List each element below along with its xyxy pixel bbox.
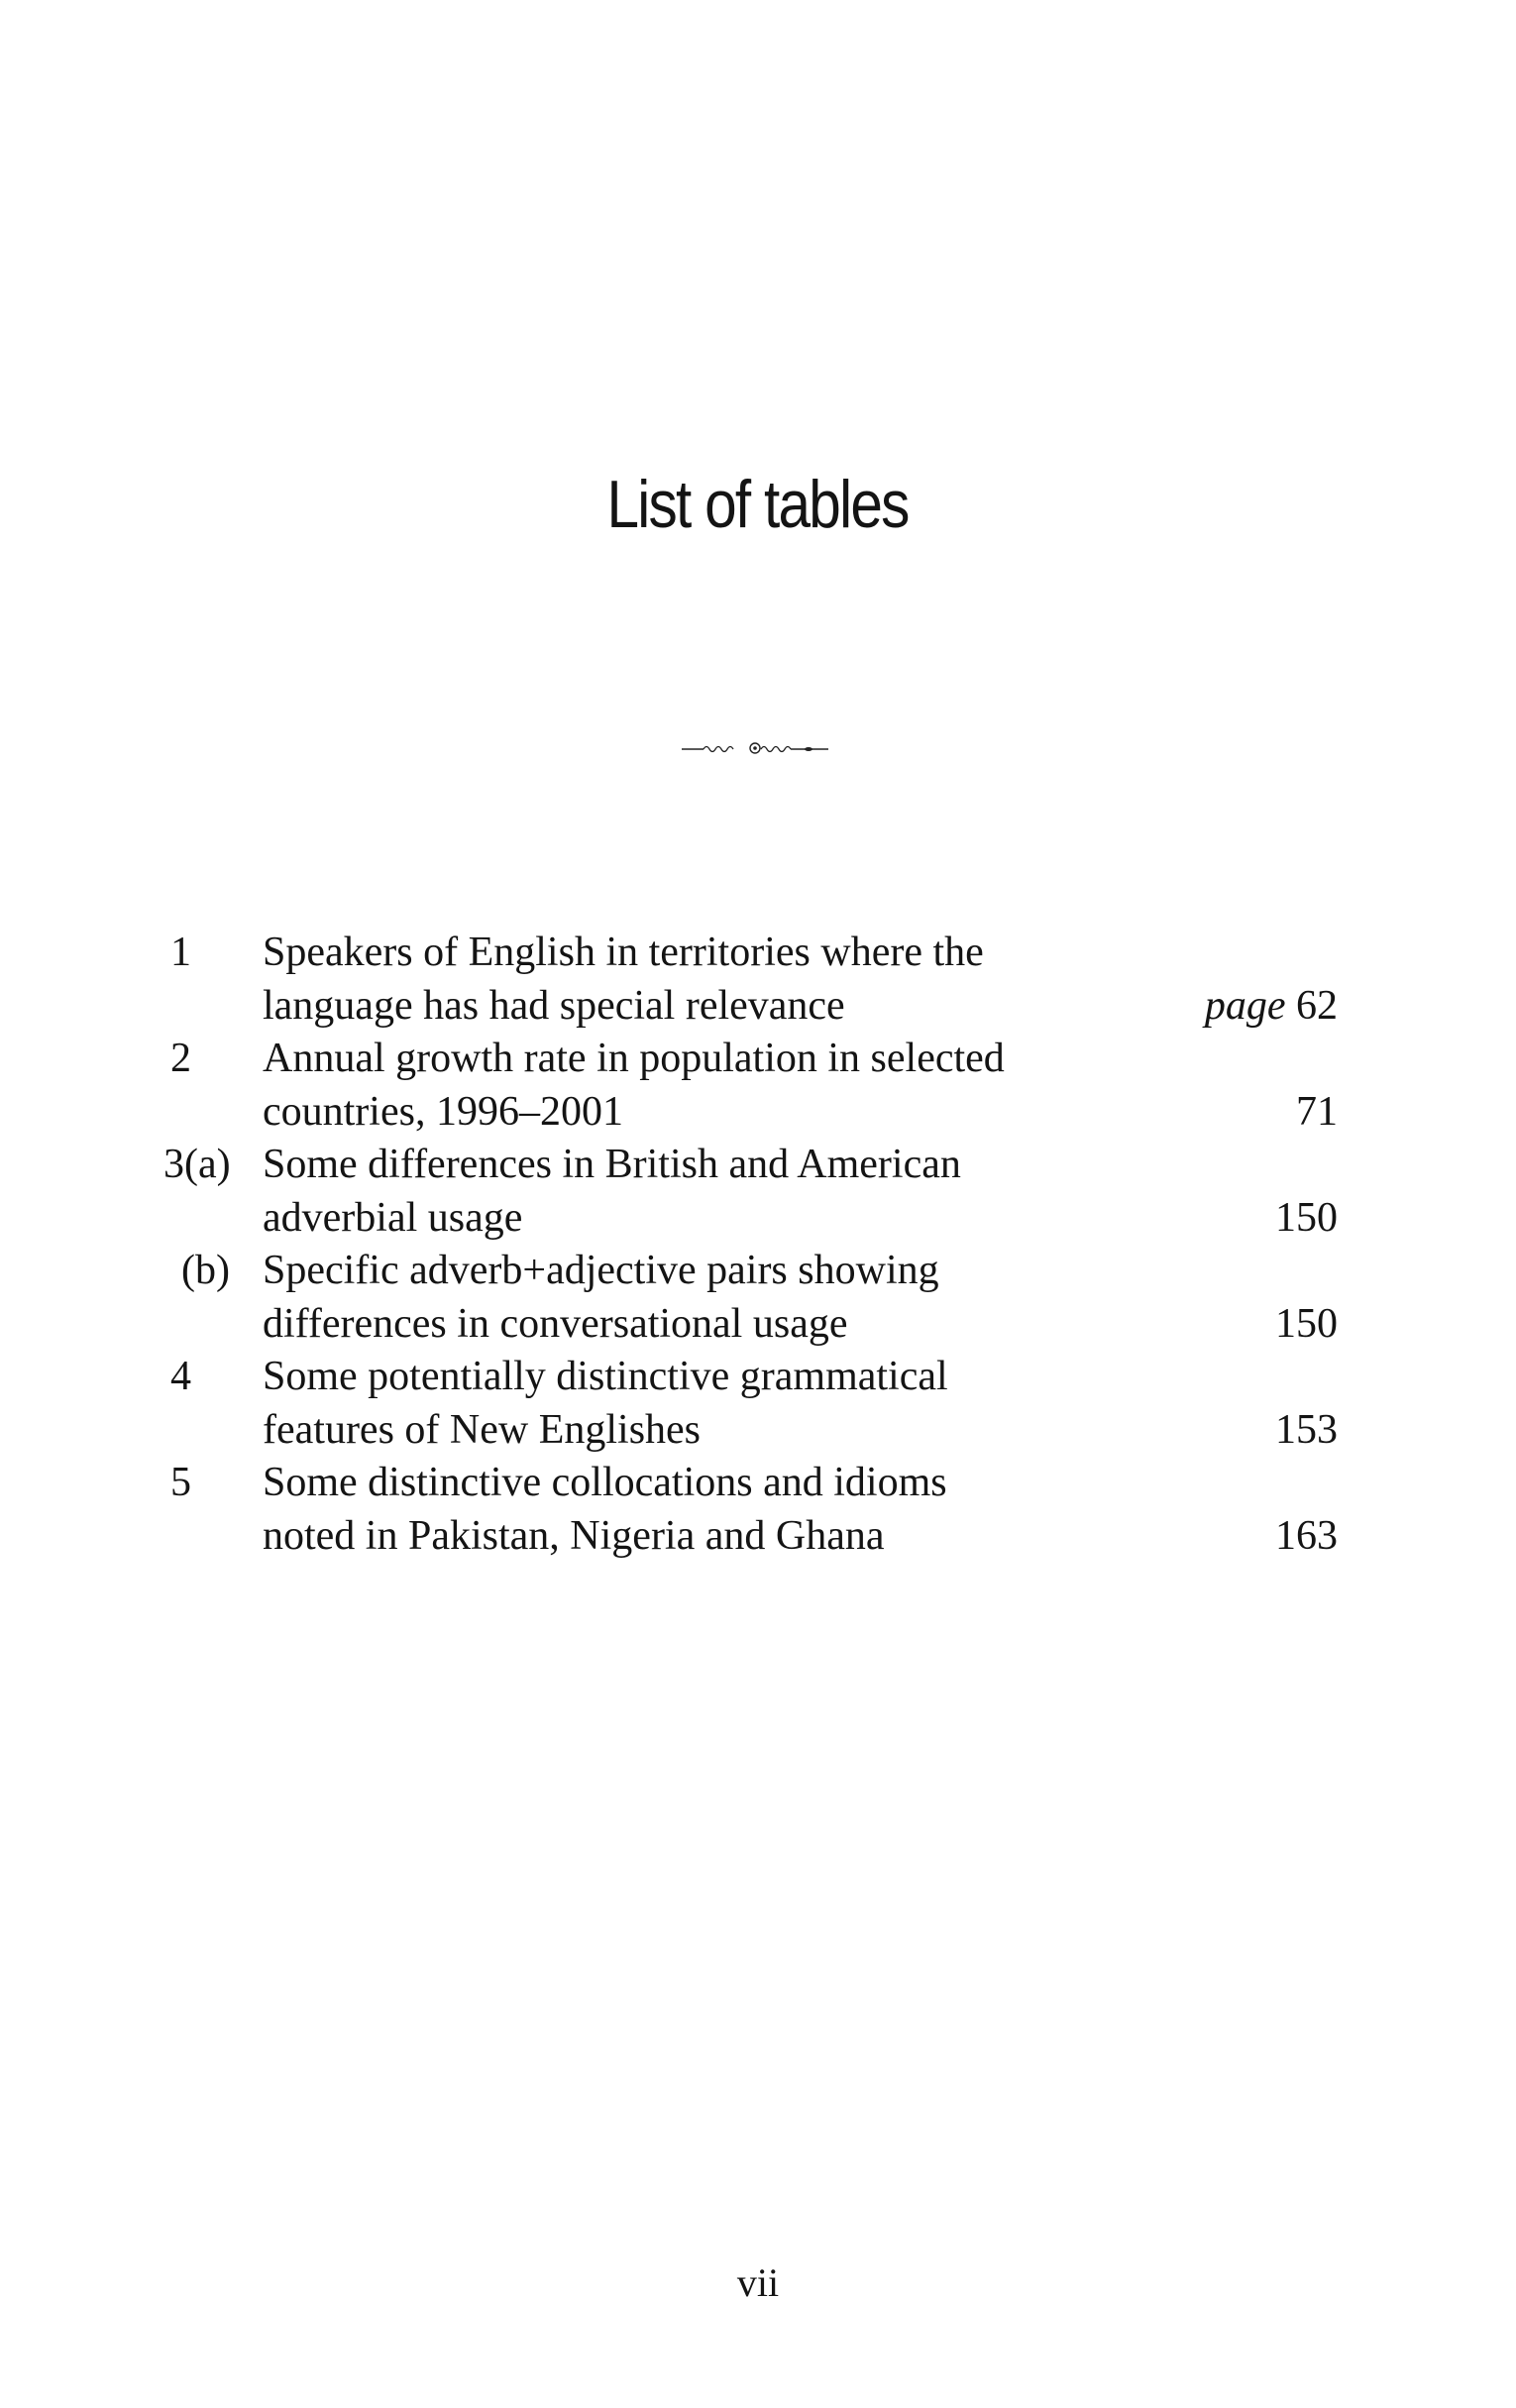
list-item[interactable]: [163, 927, 1338, 1033]
table-number: (b): [181, 1248, 230, 1293]
table-caption-line: adverbial usage: [263, 1194, 523, 1241]
table-caption-line: Annual growth rate in population in selected: [263, 1036, 1005, 1081]
table-caption-line: Speakers of English in territories where the: [263, 930, 984, 975]
table-caption-line: countries, 1996–2001: [263, 1088, 623, 1135]
page-number: 150: [1275, 1300, 1338, 1347]
decorative-flourish-icon: [682, 741, 828, 755]
page-number: 150: [1275, 1194, 1338, 1241]
table-caption-line: noted in Pakistan, Nigeria and Ghana: [263, 1512, 885, 1559]
table-number: 4: [170, 1354, 191, 1399]
page-folio: vii: [736, 2260, 780, 2305]
page-number: 62: [1296, 982, 1338, 1029]
list-item[interactable]: [163, 1457, 1338, 1563]
table-number: 3(a): [163, 1142, 231, 1187]
table-caption-line: language has had special relevance: [263, 982, 845, 1029]
table-caption-line: differences in conversational usage: [263, 1300, 848, 1347]
page-number: 71: [1296, 1088, 1338, 1135]
list-item[interactable]: [163, 1245, 1338, 1351]
table-caption-line: Some potentially distinctive grammatical: [263, 1354, 948, 1399]
table-caption-line: Specific adverb+adjective pairs showing: [263, 1248, 939, 1293]
table-caption-line: Some distinctive collocations and idioms: [263, 1460, 947, 1505]
page-label: page: [1204, 982, 1286, 1029]
table-caption-line: features of New Englishes: [263, 1406, 702, 1453]
table-caption-line: Some differences in British and American: [263, 1142, 961, 1187]
table-number: 5: [170, 1460, 191, 1505]
list-item[interactable]: [163, 1033, 1338, 1139]
table-list: [163, 927, 1338, 1563]
page-title: List of tables: [606, 467, 909, 542]
page-number: 163: [1275, 1512, 1338, 1559]
list-item[interactable]: [163, 1139, 1338, 1245]
table-number: 1: [170, 930, 191, 975]
list-item[interactable]: [163, 1351, 1338, 1457]
page-number: 153: [1275, 1406, 1338, 1453]
table-number: 2: [170, 1036, 191, 1081]
page-reference: [1205, 980, 1338, 1034]
